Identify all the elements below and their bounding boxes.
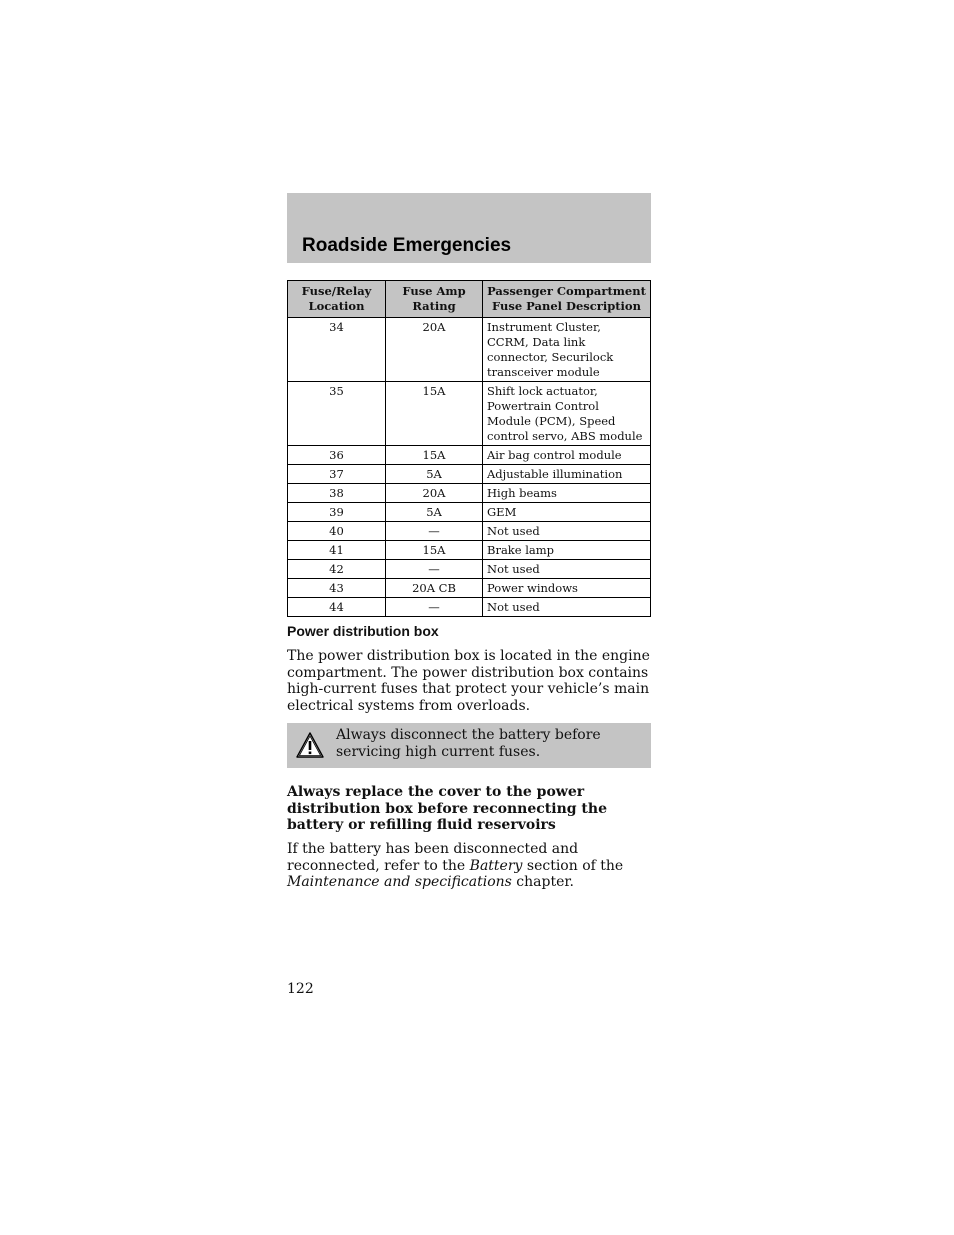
cell-location: 42 xyxy=(288,560,386,579)
cell-description: Power windows xyxy=(483,579,651,598)
cell-amp-rating: 15A xyxy=(386,446,483,465)
cell-description: Not used xyxy=(483,522,651,541)
reference-text-2: section of the xyxy=(522,857,624,874)
cell-description: Air bag control module xyxy=(483,446,651,465)
reference-text-1: If the battery has been disconnected and reconnected, refer to the xyxy=(287,841,579,874)
cell-amp-rating: — xyxy=(386,522,483,541)
cell-location: 34 xyxy=(288,318,386,382)
table-row xyxy=(288,541,651,560)
table-row xyxy=(288,484,651,503)
reference-text-3: chapter. xyxy=(511,874,574,890)
warning-text: Always disconnect the battery before servicing high current fuses. xyxy=(336,727,601,760)
table-row xyxy=(288,318,651,382)
cell-description: Instrument Cluster, CCRM, Data link connector, Securilock transceiver module xyxy=(483,318,651,382)
fuse-table xyxy=(287,280,651,617)
cell-location: 39 xyxy=(288,503,386,522)
header-description: Passenger Compartment Fuse Panel Description xyxy=(483,281,651,318)
table-row xyxy=(288,465,651,484)
table-row xyxy=(288,503,651,522)
cell-location: 40 xyxy=(288,522,386,541)
cell-amp-rating: 20A xyxy=(386,484,483,503)
table-header-row xyxy=(288,281,651,318)
table-row xyxy=(288,382,651,446)
table-row xyxy=(288,579,651,598)
body-paragraph: The power distribution box is located in the engine compartment. The power distribution box contains high-current fuses that protect your vehicle’s main electrical systems from overloads. xyxy=(287,648,650,714)
cell-amp-rating: 20A xyxy=(386,318,483,382)
battery-reference: Battery xyxy=(469,857,523,874)
chapter-reference: Maintenance and specifications xyxy=(287,874,512,890)
cell-amp-rating: — xyxy=(386,598,483,617)
section-heading: Power distribution box xyxy=(287,623,439,639)
cell-amp-rating: 15A xyxy=(386,382,483,446)
cell-location: 41 xyxy=(288,541,386,560)
cell-location: 35 xyxy=(288,382,386,446)
cell-location: 36 xyxy=(288,446,386,465)
table-row xyxy=(288,598,651,617)
cell-description: Shift lock actuator, Powertrain Control Module (PCM), Speed control servo, ABS module xyxy=(483,382,651,446)
header-fuse-amp-rating: Fuse Amp Rating xyxy=(386,281,483,318)
bold-note: Always replace the cover to the power distribution box before reconnecting the battery or refilling fluid reservoirs xyxy=(287,784,607,833)
header-band xyxy=(287,193,651,263)
cell-location: 43 xyxy=(288,579,386,598)
cell-description: Not used xyxy=(483,598,651,617)
cell-description: GEM xyxy=(483,503,651,522)
cell-location: 37 xyxy=(288,465,386,484)
table-row xyxy=(288,446,651,465)
cell-amp-rating: 5A xyxy=(386,503,483,522)
cell-description: High beams xyxy=(483,484,651,503)
table-row xyxy=(288,522,651,541)
cell-description: Not used xyxy=(483,560,651,579)
reference-paragraph xyxy=(287,841,651,891)
page-number: 122 xyxy=(287,981,314,997)
warning-triangle-icon xyxy=(295,731,325,759)
cell-amp-rating: — xyxy=(386,560,483,579)
warning-box xyxy=(287,723,651,768)
table-row xyxy=(288,560,651,579)
cell-amp-rating: 15A xyxy=(386,541,483,560)
cell-description: Brake lamp xyxy=(483,541,651,560)
cell-description: Adjustable illumination xyxy=(483,465,651,484)
header-fuse-relay-location: Fuse/Relay Location xyxy=(288,281,386,318)
fuse-table-body xyxy=(288,318,651,617)
cell-amp-rating: 20A CB xyxy=(386,579,483,598)
page-title: Roadside Emergencies xyxy=(302,235,512,256)
cell-location: 44 xyxy=(288,598,386,617)
cell-amp-rating: 5A xyxy=(386,465,483,484)
cell-location: 38 xyxy=(288,484,386,503)
